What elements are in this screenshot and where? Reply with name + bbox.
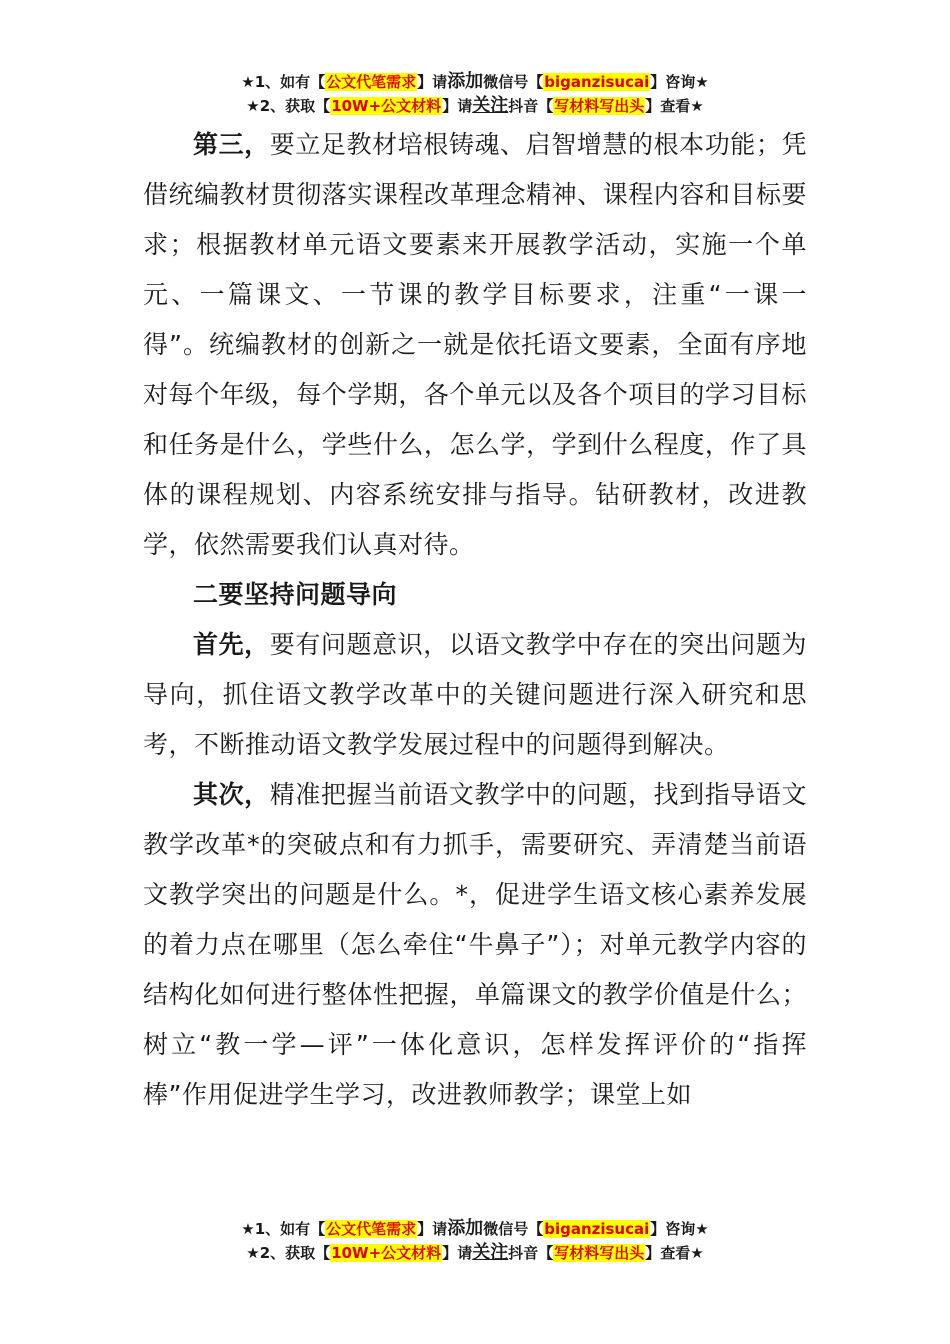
banner-text: 】咨询★ <box>650 1220 709 1238</box>
highlight-wechat-id: biganzisucai <box>544 1220 650 1238</box>
banner-text: 】请 <box>442 97 473 115</box>
paragraph-text: 要立足教材培根铸魂、启智增慧的根本功能；凭借统编教材贯彻落实课程改革理念精神、课程内容和目标要求；根据教材单元语文要素来开展教学活动，实施一个单元、一篇课文、一节课的教学目标要求，注重“一课一得”。统编教材的创新之一就是依托语文要素，全面有序地对每个年级，每个学期，各个单元以及各个项目的学习目标和任务是什么，学些什么，怎么学，学到什么程度，作了具体的课程规划、内容系统安排与指导。钻研教材，改进教学，依然需要我们认真对待。 <box>143 130 807 559</box>
banner-text: 】请 <box>417 73 448 91</box>
highlight-ghostwriting: 公文代笔需求 <box>326 1220 417 1238</box>
paragraph-second <box>143 770 807 1120</box>
banner-emphasis: 添加 <box>447 1218 484 1239</box>
banner-text: ★1、如有【 <box>241 1220 326 1238</box>
banner-text: ★2、获取【 <box>246 1244 331 1262</box>
paragraph-lead: 第三， <box>193 130 270 159</box>
banner-line-1 <box>0 70 950 94</box>
section-heading: 二要坚持问题导向 <box>193 580 398 609</box>
banner-emphasis: 添加 <box>447 71 484 92</box>
banner-emphasis: 关注 <box>472 95 509 116</box>
banner-text: 抖音【 <box>508 97 554 115</box>
banner-text: 微信号【 <box>483 1220 544 1238</box>
banner-text: 】查看★ <box>645 97 704 115</box>
banner-text: 】请 <box>442 1244 473 1262</box>
highlight-materials: 10W+公文材料 <box>331 1244 442 1262</box>
banner-line-2 <box>0 94 950 118</box>
highlight-douyin-account: 写材料写出头 <box>554 1244 645 1262</box>
banner-text: ★1、如有【 <box>241 73 326 91</box>
banner-text: 抖音【 <box>508 1244 554 1262</box>
document-body <box>143 120 807 1120</box>
highlight-douyin-account: 写材料写出头 <box>554 97 645 115</box>
banner-text: 】查看★ <box>645 1244 704 1262</box>
highlight-ghostwriting: 公文代笔需求 <box>326 73 417 91</box>
header-banner <box>0 70 950 118</box>
footer-banner <box>0 1217 950 1265</box>
banner-text: 微信号【 <box>483 73 544 91</box>
paragraph-lead: 首先， <box>193 630 270 659</box>
banner-text: 】请 <box>417 1220 448 1238</box>
highlight-materials: 10W+公文材料 <box>331 97 442 115</box>
paragraph-first <box>143 620 807 770</box>
banner-text: 】咨询★ <box>650 73 709 91</box>
banner-line-1 <box>0 1217 950 1241</box>
highlight-wechat-id: biganzisucai <box>544 73 650 91</box>
banner-line-2 <box>0 1241 950 1265</box>
paragraph-text: 精准把握当前语文教学中的问题，找到指导语文教学改革*的突破点和有力抓手，需要研究、弄清楚当前语文教学突出的问题是什么。*，促进学生语文核心素养发展的着力点在哪里（怎么牵住“牛鼻子”）；对单元教学内容的结构化如何进行整体性把握，单篇课文的教学价值是什么；树立“教一学—评”一体化意识，怎样发挥评价的“指挥棒”作用促进学生学习，改进教师教学；课堂上如 <box>143 780 807 1109</box>
banner-emphasis: 关注 <box>472 1242 509 1263</box>
paragraph-text: 要有问题意识，以语文教学中存在的突出问题为导向，抓住语文教学改革中的关键问题进行深入研究和思考，不断推动语文教学发展过程中的问题得到解决。 <box>143 630 807 759</box>
paragraph-lead: 其次， <box>193 780 270 809</box>
paragraph-third <box>143 120 807 570</box>
banner-text: ★2、获取【 <box>246 97 331 115</box>
